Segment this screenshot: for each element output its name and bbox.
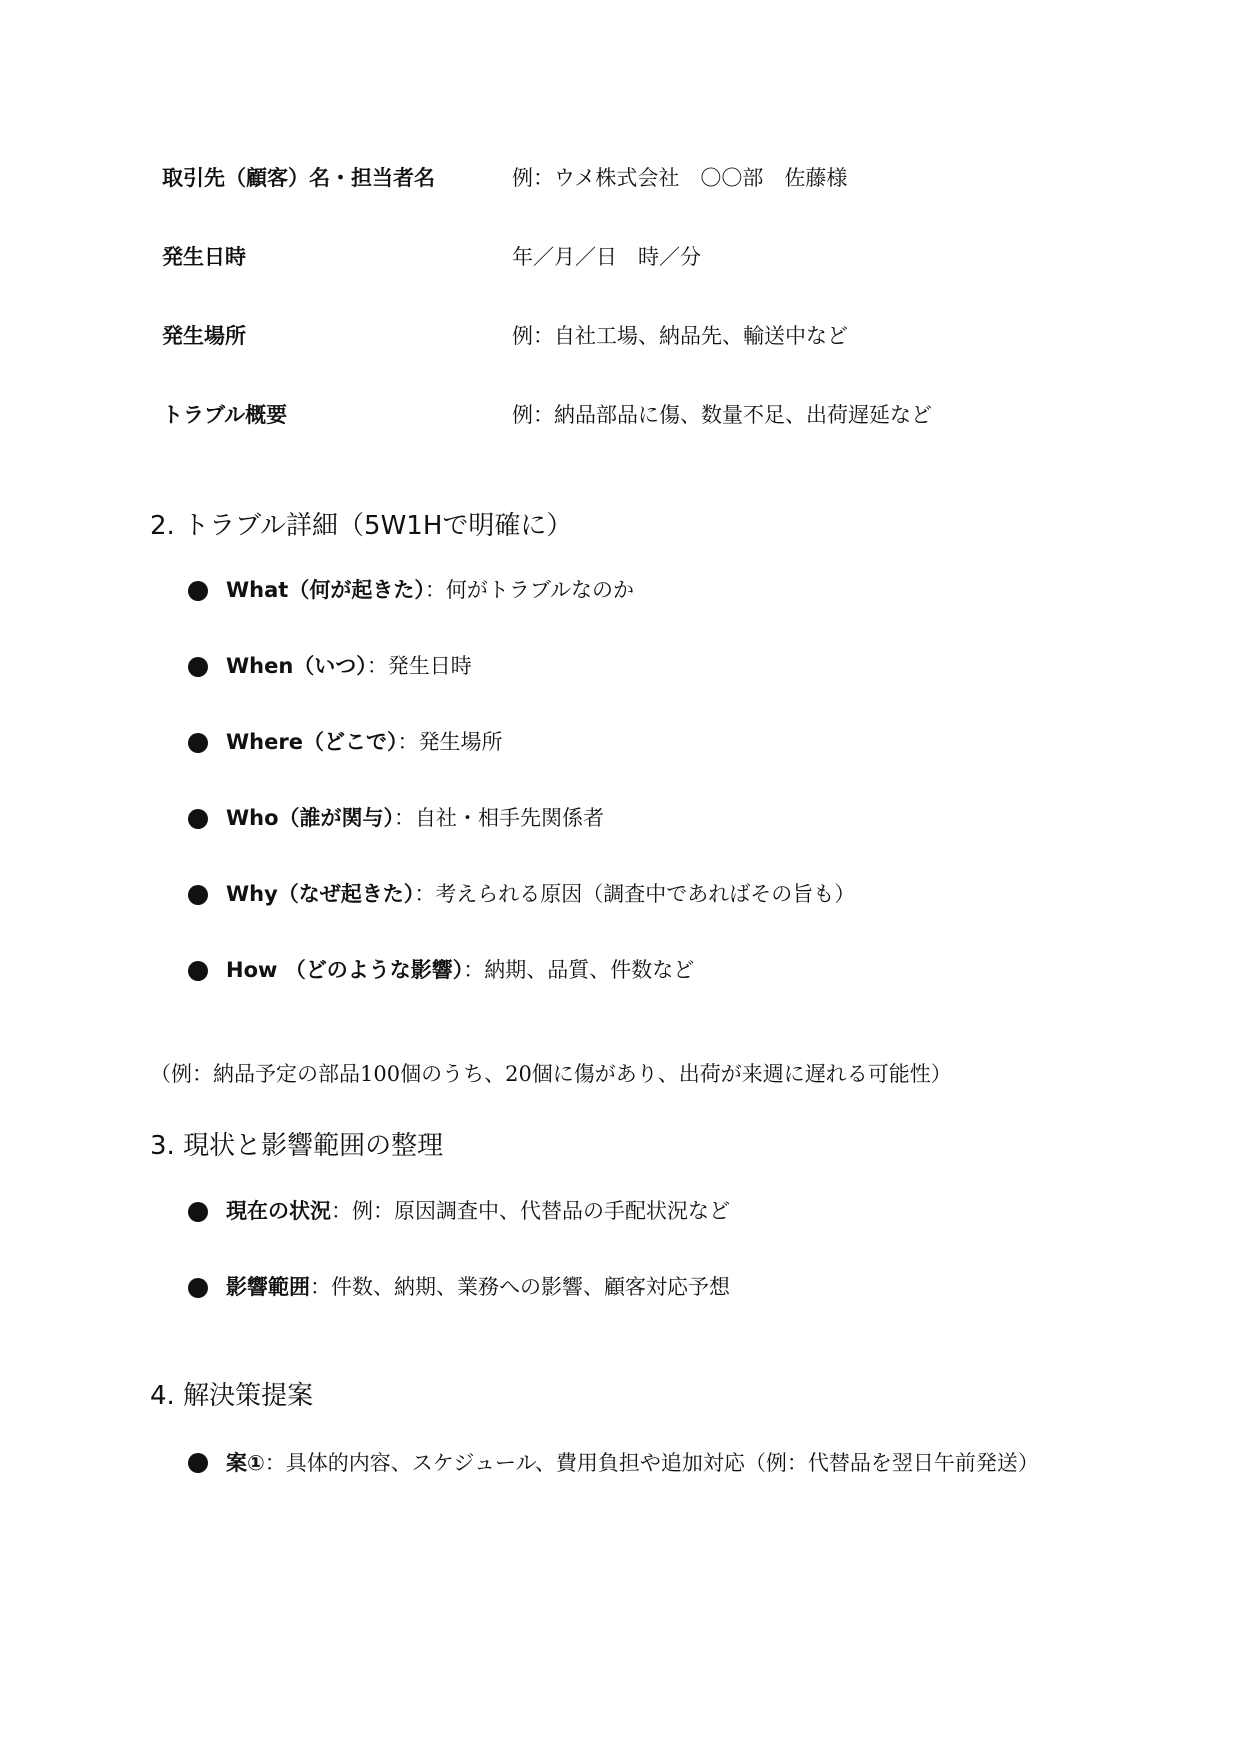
bullet-term: 案①: [226, 1451, 265, 1475]
list-item: [188, 1195, 1088, 1271]
list-item: [188, 650, 1088, 726]
bullet-term: What（何が起きた）: [226, 578, 425, 602]
info-value: 例：納品部品に傷、数量不足、出荷遅延など: [512, 403, 932, 427]
bullet-term: Where（どこで）: [226, 730, 398, 754]
bullet-icon: [188, 1453, 208, 1473]
info-table: [162, 150, 1082, 466]
bullet-desc: ：発生場所: [397, 730, 503, 754]
bullet-icon: [188, 809, 208, 829]
bullet-desc: ：具体的内容、スケジュール、費用負担や追加対応（例：代替品を翌日午前発送）: [264, 1451, 1039, 1475]
section-4-title: 4. 解決策提案: [150, 1381, 314, 1411]
bullet-term: 影響範囲: [226, 1275, 310, 1299]
section-3-list: [188, 1195, 1088, 1347]
list-item: [188, 1446, 1086, 1480]
bullet-icon: [188, 1202, 208, 1222]
bullet-icon: [188, 961, 208, 981]
info-row-summary: [162, 387, 1082, 466]
list-item: [188, 726, 1088, 802]
list-item: [188, 878, 1088, 954]
info-value: 例：自社工場、納品先、輸送中など: [512, 324, 848, 348]
section-3-title: 3. 現状と影響範囲の整理: [150, 1131, 444, 1161]
bullet-term: When（いつ）: [226, 654, 367, 678]
bullet-term: Why（なぜ起きた）: [226, 882, 415, 906]
section-2-title: 2. トラブル詳細（5W1Hで明確に）: [150, 511, 573, 541]
list-item: [188, 954, 1088, 1030]
bullet-icon: [188, 733, 208, 753]
bullet-desc: ：例：原因調査中、代替品の手配状況など: [331, 1199, 730, 1223]
info-label: 発生日時: [162, 245, 246, 269]
bullet-desc: ：納期、品質、件数など: [463, 958, 695, 982]
list-item: [188, 574, 1088, 650]
info-label: 取引先（顧客）名・担当者名: [162, 166, 435, 190]
info-value: 例：ウメ株式会社 〇〇部 佐藤様: [512, 166, 848, 190]
bullet-term: How （どのような影響）: [226, 958, 464, 982]
bullet-desc: ：考えられる原因（調査中であればその旨も）: [414, 882, 856, 906]
bullet-icon: [188, 1278, 208, 1298]
bullet-desc: ：何がトラブルなのか: [424, 578, 634, 602]
bullet-icon: [188, 581, 208, 601]
section-2-list: [188, 574, 1088, 1030]
info-row-datetime: [162, 229, 1082, 308]
info-row-customer: [162, 150, 1082, 229]
bullet-desc: ：件数、納期、業務への影響、顧客対応予想: [310, 1275, 730, 1299]
example-note: （例：納品予定の部品100個のうち、20個に傷があり、出荷が来週に遅れる可能性）: [150, 1062, 952, 1086]
info-label: 発生場所: [162, 324, 246, 348]
bullet-term: Who（誰が関与）: [226, 806, 395, 830]
bullet-icon: [188, 657, 208, 677]
list-item: [188, 1271, 1088, 1347]
bullet-desc: ：自社・相手先関係者: [394, 806, 605, 830]
list-item: [188, 802, 1088, 878]
section-4-list: [188, 1446, 1088, 1480]
info-value: 年／月／日 時／分: [512, 245, 701, 269]
info-label: トラブル概要: [162, 403, 288, 427]
bullet-term: 現在の状況: [226, 1199, 331, 1223]
bullet-desc: ：発生日時: [366, 654, 472, 678]
info-row-location: [162, 308, 1082, 387]
bullet-icon: [188, 885, 208, 905]
